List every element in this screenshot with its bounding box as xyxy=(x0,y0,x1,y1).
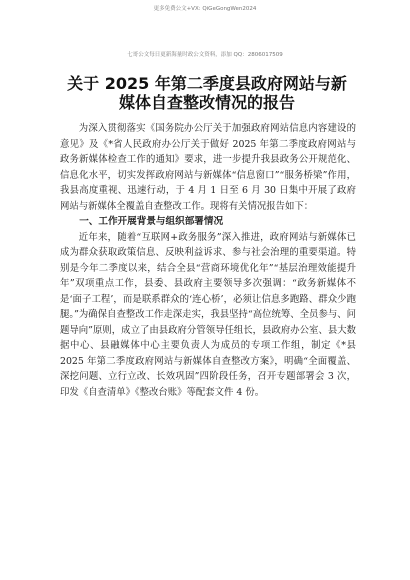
document-title: 关于 2025 年第二季度县政府网站与新媒体自查整改情况的报告 xyxy=(67,74,347,112)
header-promo-line: 更多免费公文+VX: QiGeGongWen2024 xyxy=(153,6,257,12)
document-body xyxy=(60,121,356,400)
intro-paragraph: 为深入贯彻落实《国务院办公厅关于加强政府网站信息内容建设的意见》及《*省人民政府办公厅关于做好 2025 年第二季度政府网站与政务新媒体检查工作的通知》要求，进一步提升我县政务公开规范化、信息化水平，切实发挥政府网站与新媒体“信息窗口”“服务桥梁”作用，我县高度重视、迅速行动，于 4 月 1 日至 6 月 30 日集中开展了政府网站与新媒体全覆盖自查整改工作。现将有关情况报告如下： xyxy=(60,123,356,212)
header-contact-line: 七哥公文每日更新海量时政公文资料，添加 QQ：2806017509 xyxy=(127,52,283,58)
section-paragraph: 近年来，随着“互联网+政务服务”深入推进，政府网站与新媒体已成为群众获取政策信息、反映利益诉求、参与社会治理的重要渠道。特别是今年二季度以来，结合全县“营商环境优化年”“基层治理效能提升年”双项重点工作，县委、县政府主要领导多次强调：“政务新媒体不是‘面子工程’，而是联系群众的‘连心桥’，必须让信息多跑路、群众少跑腿。”为确保自查整改工作走深走实，我县坚持“高位统筹、全员参与、问题导向”原则，成立了由县政府分管领导任组长，县政府办公室、县大数据中心、县融媒体中心主要负责人为成员的专项工作组，制定《*县 2025 年第二季度政府网站与新媒体自查整改方案》，明确“全面覆盖、深挖问题、立行立改、长效巩固”四阶段任务，召开专题部署会 3 次，印发《自查清单》《整改台账》等配套文件 4 份。 xyxy=(60,231,356,398)
section-heading: 一、工作开展背景与组织部署情况 xyxy=(79,216,224,227)
